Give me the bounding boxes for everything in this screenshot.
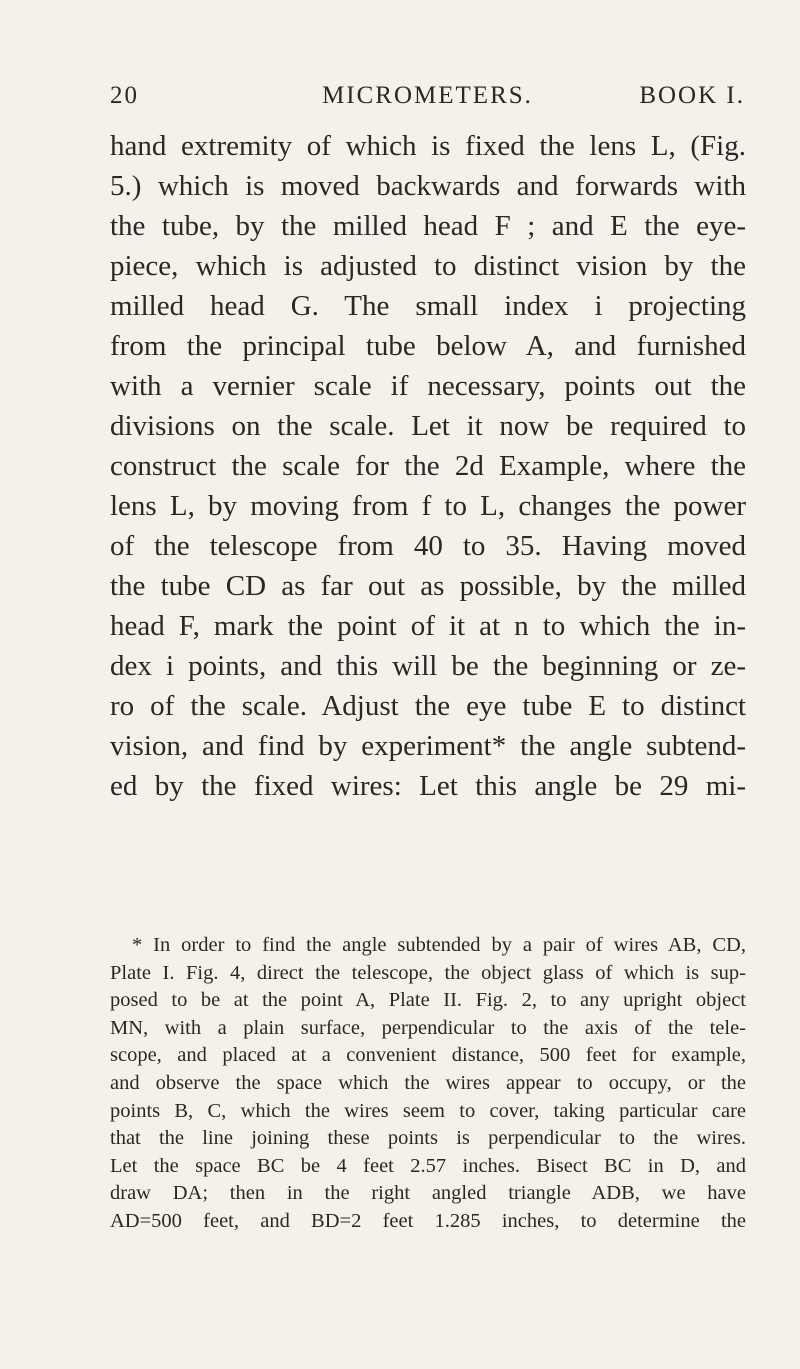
text-line: 5.) which is moved backwards and forwards with: [110, 170, 746, 202]
footnote-line: Plate I. Fig. 4, direct the telescope, the object glass of which is sup-: [110, 961, 746, 984]
running-head: [110, 82, 745, 122]
footnote: [110, 932, 746, 1236]
text-line: hand extremity of which is fixed the lens L, (Fig.: [110, 130, 746, 162]
text-line: vision, and find by experiment* the angle subtend-: [110, 730, 746, 762]
footnote-line: draw DA; then in the right angled triangle ADB, we have: [110, 1182, 746, 1205]
text-line: the tube, by the milled head F ; and E the eye-: [110, 210, 746, 242]
text-line: head F, mark the point of it at n to which the in-: [110, 610, 746, 642]
book-label: BOOK I.: [639, 82, 745, 109]
text-line: dex i points, and this will be the beginning or ze-: [110, 650, 746, 682]
text-line: of the telescope from 40 to 35. Having moved: [110, 530, 746, 562]
text-line: piece, which is adjusted to distinct vision by the: [110, 250, 746, 282]
footnote-line: and observe the space which the wires appear to occupy, or the: [110, 1071, 746, 1094]
text-line: ro of the scale. Adjust the eye tube E to distinct: [110, 690, 746, 722]
text-line: ed by the fixed wires: Let this angle be 29 mi-: [110, 770, 746, 802]
text-line: lens L, by moving from f to L, changes the power: [110, 490, 746, 522]
footnote-line: posed to be at the point A, Plate II. Fig. 2, to any upright object: [110, 989, 746, 1012]
footnote-line: points B, C, which the wires seem to cover, taking particular care: [110, 1099, 746, 1122]
text-line: milled head G. The small index i projecting: [110, 290, 746, 322]
page-number: 20: [110, 82, 139, 109]
text-line: construct the scale for the 2d Example, where the: [110, 450, 746, 482]
text-line: divisions on the scale. Let it now be required to: [110, 410, 746, 442]
running-title: MICROMETERS.: [322, 82, 533, 109]
footnote-line: MN, with a plain surface, perpendicular to the axis of the tele-: [110, 1016, 746, 1039]
footnote-line: scope, and placed at a convenient distance, 500 feet for example,: [110, 1044, 746, 1067]
text-line: from the principal tube below A, and furnished: [110, 330, 746, 362]
footnote-line: AD=500 feet, and BD=2 feet 1.285 inches, to determine the: [110, 1209, 746, 1232]
footnote-line: * In order to find the angle subtended by a pair of wires AB, CD,: [132, 934, 746, 956]
footnote-line: that the line joining these points is perpendicular to the wires.: [110, 1127, 746, 1150]
footnote-line: Let the space BC be 4 feet 2.57 inches. Bisect BC in D, and: [110, 1154, 746, 1177]
main-text: [110, 126, 746, 806]
text-line: the tube CD as far out as possible, by the milled: [110, 570, 746, 602]
text-line: with a vernier scale if necessary, points out the: [110, 370, 746, 402]
